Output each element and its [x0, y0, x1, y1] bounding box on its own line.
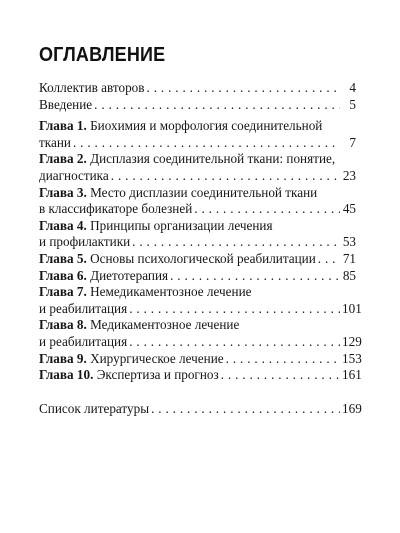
- toc-entry-chapter-6: [39, 268, 356, 285]
- chapter-label: Глава 10.: [39, 367, 94, 383]
- toc-entry-title: Хирургическое лечение: [90, 350, 224, 366]
- dot-leader: [129, 301, 340, 318]
- toc-entry-chapter-7: [39, 284, 362, 317]
- toc-entry-title-cont: и реабилитация: [39, 333, 128, 349]
- page-title: ОГЛАВЛЕНИЕ: [39, 44, 166, 66]
- toc-entry-title: Основы психологической реабилитации: [90, 250, 316, 266]
- toc-page-number: 169: [342, 400, 362, 416]
- toc-page-number: 129: [342, 333, 362, 349]
- dot-leader: [129, 334, 340, 351]
- toc-entry-chapter-10: [39, 367, 362, 384]
- toc-entry-chapter-8: [39, 317, 362, 350]
- toc-entry-chapter-5: [39, 251, 356, 268]
- dot-leader: [147, 80, 341, 97]
- toc-page-number: 23: [342, 167, 356, 183]
- dot-leader: [132, 234, 340, 251]
- dot-leader: [170, 268, 340, 285]
- toc-entry-chapter-1: [39, 118, 356, 151]
- toc-entry-title-cont: в классификаторе болезней: [39, 201, 193, 217]
- toc-entry-title: Список литературы: [39, 400, 150, 416]
- toc-page-number: 7: [349, 134, 356, 150]
- chapter-label: Глава 3.: [39, 184, 87, 200]
- dot-leader: [73, 135, 340, 152]
- toc-entry-title-cont: ткани: [39, 134, 71, 150]
- toc-page-number: 4: [349, 80, 356, 95]
- toc-entry-title: Немедикаментозное лечение: [90, 284, 252, 300]
- chapter-label: Глава 9.: [39, 350, 87, 366]
- toc-page-number: 161: [342, 367, 362, 383]
- chapter-label: Глава 6.: [39, 267, 87, 283]
- dot-leader: [111, 168, 340, 185]
- dot-leader: [221, 367, 340, 384]
- toc-entry-title: Введение: [39, 96, 93, 112]
- toc-entry-chapter-9: [39, 350, 362, 368]
- toc-page-number: 53: [342, 234, 356, 250]
- chapter-label: Глава 1.: [39, 118, 87, 134]
- toc-entry-title: Место дисплазии соединительной ткани: [90, 184, 318, 200]
- chapter-label: Глава 5.: [39, 250, 87, 266]
- toc-entry-title: Экспертиза и прогноз: [96, 367, 219, 383]
- toc-page-number: 85: [342, 267, 356, 283]
- toc-page-number: 45: [342, 201, 356, 217]
- toc-page-number: 153: [342, 350, 362, 366]
- toc-entry: [39, 80, 356, 97]
- toc-entry-chapter-2: [39, 151, 356, 184]
- dot-leader: [94, 97, 340, 114]
- toc-entry-title: Биохимия и морфология соединительной: [90, 118, 323, 134]
- toc-entry-title: Принципы организации лечения: [90, 217, 273, 233]
- toc-page-number: 5: [349, 96, 356, 112]
- toc-entry-chapter-4: [39, 218, 356, 251]
- dot-leader: [151, 401, 340, 418]
- toc-entry-title-cont: и профилактики: [39, 234, 131, 250]
- toc-page-number: 71: [342, 250, 356, 266]
- toc-entry-title-cont: и реабилитация: [39, 300, 128, 316]
- dot-leader: [194, 201, 340, 218]
- toc-entry-references: [39, 400, 362, 418]
- toc-entry-title: Коллектив авторов: [39, 80, 145, 95]
- dot-leader: [318, 251, 340, 268]
- toc-entry-title: Диетотерапия: [90, 267, 169, 283]
- table-of-contents: [39, 80, 362, 417]
- toc-entry-title: Медикаментозное лечение: [90, 317, 240, 333]
- chapter-label: Глава 7.: [39, 284, 87, 300]
- dot-leader: [226, 351, 340, 368]
- toc-entry-title-cont: диагностика: [39, 167, 109, 183]
- chapter-label: Глава 8.: [39, 317, 87, 333]
- toc-entry-title: Дисплазия соединительной ткани: понятие,: [90, 151, 336, 167]
- chapter-label: Глава 4.: [39, 217, 87, 233]
- chapter-label: Глава 2.: [39, 151, 87, 167]
- toc-entry: [39, 97, 356, 114]
- toc-page-number: 101: [342, 300, 362, 316]
- toc-entry-chapter-3: [39, 185, 356, 218]
